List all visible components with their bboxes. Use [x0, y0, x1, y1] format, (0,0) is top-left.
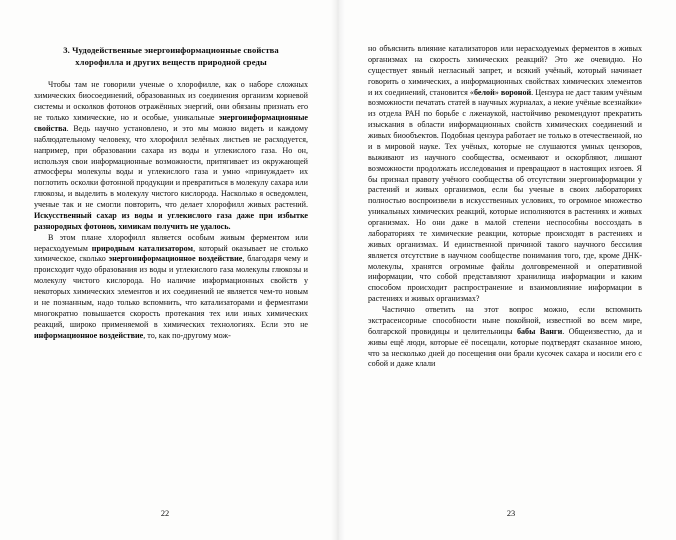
paragraph: но объяснить влияние катализаторов или нерасходуемых ферментов в живых организмах на скорость химических реакций? Это же очевидно. Но существует явный негласный запрет, и всякий учёный, который начинает говорить о химических, а информационных свойствах химических элементов и их соединений, становится «белой» вороной. Цензура не даст таким учёным возможности печатать статей в научных журналах, а некие учёные всезнайки» из отдела РАН по борьбе с лженаукой, настойчиво рекомендуют прекратить изыскания в области информационных свойств химических соединений и живых биообъектов. Подобная цензура работает не только в отечественной, но и в мировой науке. Тех учёных, которые не слушаются умных цензоров, выживают из научного сообщества, осмеивают и оскорбляют, лишают возможности продолжать исследования и превращают в настоящих изгоев. Я бы признал правоту учёного сообщества об отсутствии энергоинформации у растений и живых организмов, если бы ученые в своих лабораториях полностью воспроизвели в искусственных условиях, то огромное множество уникальных химических реакций, которые исполняются в растениях и живых организмах. Но они даже в малой степени неспособны воссоздать в лабораториях те химические реакции, которые происходят в растениях и живых организмах. И единственной причиной такого научного бессилия является отсутствие в научном сообществе понимания того, где, кроме ДНК-молекулы, хранятся огромные файлы долговременной и оперативной информации, что собой представляют хранилища информации и каким способом происходит распространение и взаимовлияние информации в растениях и живых организмах? [368, 44, 642, 304]
page-number-left: 22 [160, 509, 170, 518]
paragraph: Чтобы там не говорили ученые о хлорофилле, как о наборе сложных химических биосоединений, образованных из соединения организм корневой системы и осколков фотонов отражённых энергий, они обязаны признать его не только химические, но и особые, уникальные энергоинформационные свойства. Ведь научно установлено, и это мы можно видеть и каждому наблюдательному человеку, что хлорофилл зелёных листьев не расходуется, например, при образовании сахара из воды и углекислого газа. Но он, используя свои информационные возможности, притягивает из окружающей атмосферы молекулы воды и углекислого газа и умно «принуждает» их поглотить осколки фотонной продукции и превратиться в молекулу сахара или глюкозы, и выделить в молекулу чистого кислорода. Насколько я осведомлен, ученые так и не смогли повторить, что делает хлорофилл живых растений. Искусственный сахар из воды и углекислого газа даже при избытке разнородных фотонов, химикам получить не удалось. [34, 80, 308, 231]
chapter-title: 3. Чудодейственные энергоинформационные свойства хлорофилла и других веществ природной среды [63, 45, 279, 68]
paragraph: Частично ответить на этот вопрос можно, если вспомнить экстрасенсорные способности ныне покойной, известной во всем мире, болгарской провидицы и целительницы бабы Ванги. Общеизвестно, да и живы ещё люди, которые её посещали, которые подтвердят сказанное мною, что за несколько дней до посещения они брали кусочек сахара и носили его с собой и даже клали [368, 305, 642, 369]
paragraph: В этом плане хлорофилл является особым живым ферментом или нерасходуемым природным катализатором, который оказывает не столько химическое, сколько энергоинформационное воздействие, благодаря чему и происходит чудо образования из воды и углекислого газа молекулы глюкозы и молекулу чистого кислорода. Но наличие информационных свойств у некоторых химических элементов и их соединений не является чем-то новым и не познанным, надо только вспомнить, что катализаторами и ферментами многократно повышается скорость протекания тех или иных химических реакций, широко применяемой в химических технологиях. Если это не информационное воздействие, то, как по-другому мож- [34, 232, 308, 340]
page-number-right: 23 [506, 509, 516, 518]
page-right [338, 0, 676, 540]
